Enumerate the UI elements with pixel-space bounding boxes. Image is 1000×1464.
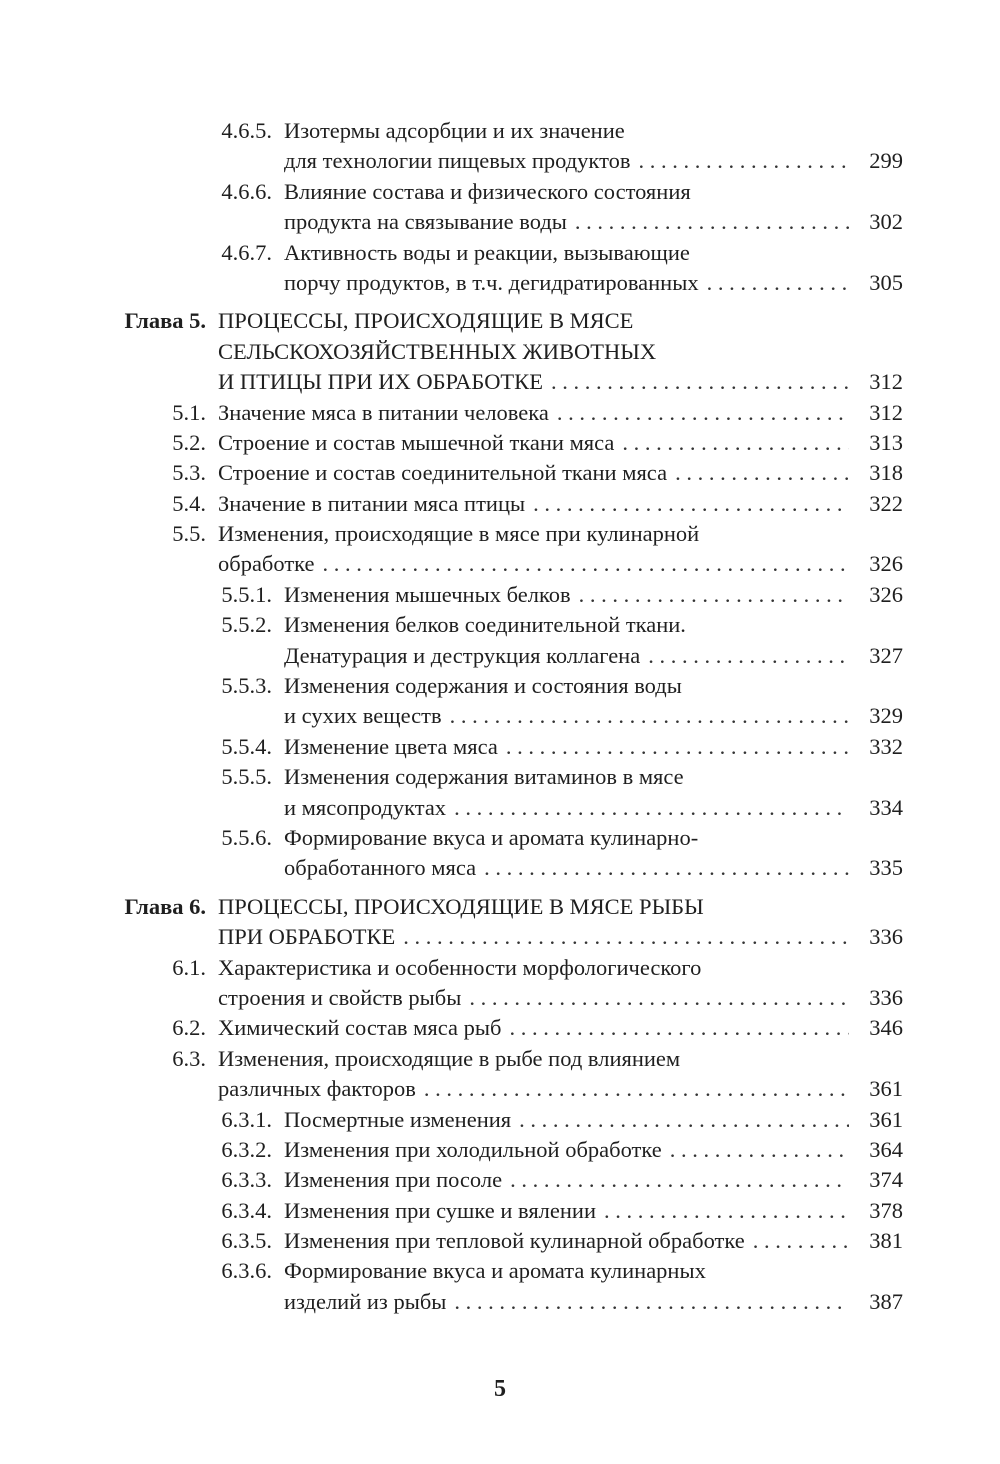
toc-entry-number: 5.5.4. bbox=[221, 733, 272, 759]
toc-subsection-entry[interactable] bbox=[0, 1105, 1000, 1135]
toc-leader-line bbox=[284, 1165, 903, 1195]
toc-line bbox=[0, 1105, 1000, 1135]
dot-leader bbox=[506, 732, 849, 762]
toc-line bbox=[0, 428, 1000, 458]
toc-page-number: 302 bbox=[869, 209, 903, 235]
toc-line bbox=[0, 953, 1000, 983]
toc-entry-number: 5.5.2. bbox=[221, 612, 272, 638]
toc-entry-title: Изменения при сушке и вялении bbox=[284, 1197, 597, 1223]
toc-entry-number: 6.3.4. bbox=[221, 1197, 272, 1223]
toc-line bbox=[0, 238, 1000, 268]
toc-subsection-entry[interactable] bbox=[0, 762, 1000, 823]
toc-entry-number: 6.3.3. bbox=[221, 1167, 272, 1193]
toc-page-number: 332 bbox=[869, 733, 903, 759]
dot-leader bbox=[424, 1074, 849, 1104]
toc-line bbox=[0, 337, 1000, 367]
toc-entry-title: Изменения белков соединительной ткани. bbox=[284, 612, 686, 638]
toc-leader-line bbox=[284, 1135, 903, 1165]
toc-entry-number: 5.2. bbox=[172, 429, 206, 455]
toc-entry-title: обработке bbox=[218, 551, 315, 577]
toc-entry-number: 5.3. bbox=[172, 460, 206, 486]
toc-entry-title: Химический состав мяса рыб bbox=[218, 1015, 502, 1041]
toc-entry-title: Характеристика и особенности морфологического bbox=[218, 954, 702, 980]
toc-section-entry[interactable] bbox=[0, 458, 1000, 488]
dot-leader bbox=[622, 428, 849, 458]
toc-page-number: 327 bbox=[869, 642, 903, 668]
toc-entry-number: Глава 6. bbox=[124, 893, 206, 919]
toc-entry-title: Изменения, происходящие в мясе при кулинарной bbox=[218, 521, 700, 547]
toc-entry-title: Строение и состав соединительной ткани мяса bbox=[218, 460, 668, 486]
toc-leader-line bbox=[284, 732, 903, 762]
toc-line bbox=[0, 1044, 1000, 1074]
toc-entry-title: Формирование вкуса и аромата кулинарных bbox=[284, 1258, 706, 1284]
toc-entry-title: Влияние состава и физического состояния bbox=[284, 178, 691, 204]
toc-leader-line bbox=[284, 793, 903, 823]
toc-leader-line bbox=[284, 641, 903, 671]
toc-page-number: 387 bbox=[869, 1288, 903, 1314]
toc-line bbox=[0, 732, 1000, 762]
toc-entry-number: Глава 5. bbox=[124, 308, 206, 334]
toc-line bbox=[0, 116, 1000, 146]
toc-section-entry[interactable] bbox=[0, 953, 1000, 1014]
toc-line bbox=[0, 207, 1000, 237]
dot-leader bbox=[604, 1196, 849, 1226]
toc-subsection-entry[interactable] bbox=[0, 238, 1000, 299]
toc-leader-line bbox=[218, 458, 903, 488]
toc-page-number: 322 bbox=[869, 490, 903, 516]
toc-leader-line bbox=[284, 701, 903, 731]
toc-subsection-entry[interactable] bbox=[0, 1226, 1000, 1256]
dot-leader bbox=[648, 641, 849, 671]
toc-entry-number: 4.6.5. bbox=[221, 118, 272, 143]
toc-line bbox=[0, 549, 1000, 579]
toc-entry-title: ПРОЦЕССЫ, ПРОИСХОДЯЩИЕ В МЯСЕ РЫБЫ bbox=[218, 893, 704, 919]
toc-entry-title: Изменения при посоле bbox=[284, 1167, 503, 1193]
toc-entry-title: Значение в питании мяса птицы bbox=[218, 490, 526, 516]
toc-section-entry[interactable] bbox=[0, 1044, 1000, 1105]
toc-entry-number: 6.3.6. bbox=[221, 1258, 272, 1284]
toc-line bbox=[0, 1287, 1000, 1317]
toc-subsection-entry[interactable] bbox=[0, 1256, 1000, 1317]
toc-leader-line bbox=[284, 853, 903, 883]
toc-page-number: 336 bbox=[869, 924, 903, 950]
toc-page-number: 335 bbox=[869, 855, 903, 881]
toc-line bbox=[0, 268, 1000, 298]
toc-line bbox=[0, 610, 1000, 640]
toc-page-number: 346 bbox=[869, 1015, 903, 1041]
toc-entry-number: 6.1. bbox=[172, 954, 206, 980]
toc-subsection-entry[interactable] bbox=[0, 610, 1000, 671]
dot-leader bbox=[579, 580, 849, 610]
toc-entry-title: Изменения содержания и состояния воды bbox=[284, 673, 682, 699]
toc-line bbox=[0, 306, 1000, 336]
toc-page-number: 326 bbox=[869, 551, 903, 577]
toc-entry-title: обработанного мяса bbox=[284, 855, 477, 881]
toc-subsection-entry[interactable] bbox=[0, 1196, 1000, 1226]
toc-line bbox=[0, 853, 1000, 883]
dot-leader bbox=[510, 1165, 849, 1195]
toc-leader-line bbox=[218, 1074, 903, 1104]
toc-leader-line bbox=[284, 1105, 903, 1135]
toc-entry-number: 4.6.6. bbox=[221, 178, 272, 204]
toc-chapter-entry[interactable] bbox=[0, 306, 1000, 397]
page-number: 5 bbox=[494, 1376, 506, 1402]
toc-entry-title: изделий из рыбы bbox=[284, 1288, 447, 1314]
toc-entry-title: Значение мяса в питании человека bbox=[218, 399, 549, 425]
dot-leader bbox=[509, 1013, 849, 1043]
toc-entry-title: порчу продуктов, в т.ч. дегидратированных bbox=[284, 269, 699, 295]
toc-leader-line bbox=[218, 489, 903, 519]
dot-leader bbox=[707, 268, 849, 298]
toc-entry-title: различных факторов bbox=[218, 1076, 416, 1102]
toc-line bbox=[0, 398, 1000, 428]
toc-section-entry[interactable] bbox=[0, 1013, 1000, 1043]
toc-entry-number: 6.3.1. bbox=[221, 1106, 272, 1132]
dot-leader bbox=[403, 922, 849, 952]
dot-leader bbox=[484, 853, 849, 883]
toc-section-entry[interactable] bbox=[0, 519, 1000, 580]
toc-line bbox=[0, 641, 1000, 671]
toc-entry-number: 5.1. bbox=[172, 399, 206, 425]
dot-leader bbox=[670, 1135, 849, 1165]
table-of-contents bbox=[0, 116, 1000, 1317]
toc-entry-title: Строение и состав мышечной ткани мяса bbox=[218, 429, 615, 455]
toc-leader-line bbox=[284, 146, 903, 176]
toc-line bbox=[0, 177, 1000, 207]
toc-entry-number: 5.4. bbox=[172, 490, 206, 516]
toc-leader-line bbox=[218, 398, 903, 428]
toc-leader-line bbox=[284, 207, 903, 237]
dot-leader bbox=[454, 793, 849, 823]
toc-entry-title: Денатурация и деструкция коллагена bbox=[284, 642, 641, 668]
toc-line bbox=[0, 983, 1000, 1013]
dot-leader bbox=[323, 549, 849, 579]
toc-entry-title: ПРОЦЕССЫ, ПРОИСХОДЯЩИЕ В МЯСЕ bbox=[218, 308, 634, 334]
toc-line bbox=[0, 922, 1000, 952]
chapter-gap bbox=[0, 298, 1000, 306]
toc-entry-title: СЕЛЬСКОХОЗЯЙСТВЕННЫХ ЖИВОТНЫХ bbox=[218, 338, 657, 364]
toc-entry-title: и мясопродуктах bbox=[284, 794, 447, 820]
toc-entry-title: Изменения при холодильной обработке bbox=[284, 1136, 662, 1162]
chapter-gap bbox=[0, 884, 1000, 892]
toc-page-number: 334 bbox=[869, 794, 903, 820]
toc-page-number: 361 bbox=[869, 1106, 903, 1132]
toc-entry-title: Активность воды и реакции, вызывающие bbox=[284, 239, 690, 265]
toc-section-entry[interactable] bbox=[0, 398, 1000, 428]
toc-page-number: 378 bbox=[869, 1197, 903, 1223]
toc-line bbox=[0, 1196, 1000, 1226]
toc-section-entry[interactable] bbox=[0, 489, 1000, 519]
toc-entry-title: Изменения при тепловой кулинарной обработке bbox=[284, 1228, 745, 1254]
toc-entry-number: 6.2. bbox=[172, 1015, 206, 1041]
toc-entry-number: 6.3. bbox=[172, 1045, 206, 1071]
toc-line bbox=[0, 458, 1000, 488]
toc-line bbox=[0, 671, 1000, 701]
toc-leader-line bbox=[218, 1013, 903, 1043]
toc-leader-line bbox=[284, 1226, 903, 1256]
toc-line bbox=[0, 1256, 1000, 1286]
toc-entry-title: Посмертные изменения bbox=[284, 1106, 512, 1132]
toc-entry-title: И ПТИЦЫ ПРИ ИХ ОБРАБОТКЕ bbox=[218, 369, 543, 395]
toc-line bbox=[0, 1165, 1000, 1195]
toc-line bbox=[0, 1135, 1000, 1165]
toc-line bbox=[0, 580, 1000, 610]
toc-entry-title: продукта на связывание воды bbox=[284, 209, 567, 235]
toc-leader-line bbox=[218, 367, 903, 397]
toc-leader-line bbox=[284, 580, 903, 610]
toc-entry-number: 5.5.1. bbox=[221, 581, 272, 607]
dot-leader bbox=[557, 398, 849, 428]
toc-line bbox=[0, 146, 1000, 176]
toc-page-number: 364 bbox=[869, 1136, 903, 1162]
toc-page-number: 381 bbox=[869, 1228, 903, 1254]
toc-leader-line bbox=[218, 983, 903, 1013]
toc-subsection-entry[interactable] bbox=[0, 1165, 1000, 1195]
toc-subsection-entry[interactable] bbox=[0, 823, 1000, 884]
dot-leader bbox=[454, 1287, 849, 1317]
toc-entry-number: 6.3.2. bbox=[221, 1136, 272, 1162]
toc-leader-line bbox=[284, 1196, 903, 1226]
toc-entry-title: Изменение цвета мяса bbox=[284, 733, 498, 759]
toc-page-number: 318 bbox=[869, 460, 903, 486]
toc-entry-number: 6.3.5. bbox=[221, 1228, 272, 1254]
toc-leader-line bbox=[284, 1287, 903, 1317]
toc-line bbox=[0, 823, 1000, 853]
toc-entry-number: 5.5.3. bbox=[221, 673, 272, 699]
toc-entry-title: строения и свойств рыбы bbox=[218, 984, 462, 1010]
toc-page-number: 361 bbox=[869, 1076, 903, 1102]
toc-entry-title: Изменения, происходящие в рыбе под влиянием bbox=[218, 1045, 681, 1071]
toc-page-number: 312 bbox=[869, 399, 903, 425]
toc-entry-title: Изменения мышечных белков bbox=[284, 581, 571, 607]
toc-line bbox=[0, 701, 1000, 731]
toc-line bbox=[0, 489, 1000, 519]
toc-line bbox=[0, 762, 1000, 792]
toc-line bbox=[0, 1013, 1000, 1043]
toc-entry-title: ПРИ ОБРАБОТКЕ bbox=[218, 924, 396, 950]
toc-leader-line bbox=[218, 428, 903, 458]
dot-leader bbox=[575, 207, 849, 237]
toc-subsection-entry[interactable] bbox=[0, 671, 1000, 732]
toc-page-number: 305 bbox=[869, 269, 903, 295]
toc-section-entry[interactable] bbox=[0, 428, 1000, 458]
toc-page-number: 299 bbox=[869, 148, 903, 174]
toc-page-number: 312 bbox=[869, 369, 903, 395]
toc-line bbox=[0, 367, 1000, 397]
toc-subsection-entry[interactable] bbox=[0, 177, 1000, 238]
toc-entry-number: 4.6.7. bbox=[221, 239, 272, 265]
toc-entry-number: 5.5. bbox=[172, 521, 206, 547]
toc-entry-title: Формирование вкуса и аромата кулинарно- bbox=[284, 824, 699, 850]
toc-line bbox=[0, 793, 1000, 823]
toc-subsection-entry[interactable] bbox=[0, 116, 1000, 177]
toc-line bbox=[0, 519, 1000, 549]
toc-leader-line bbox=[218, 922, 903, 952]
dot-leader bbox=[533, 489, 849, 519]
toc-page-number: 374 bbox=[869, 1167, 903, 1193]
dot-leader bbox=[450, 701, 849, 731]
dot-leader bbox=[675, 458, 849, 488]
toc-leader-line bbox=[284, 268, 903, 298]
toc-subsection-entry[interactable] bbox=[0, 1135, 1000, 1165]
toc-line bbox=[0, 892, 1000, 922]
toc-chapter-entry[interactable] bbox=[0, 892, 1000, 953]
dot-leader bbox=[469, 983, 849, 1013]
toc-page-number: 329 bbox=[869, 703, 903, 729]
toc-subsection-entry[interactable] bbox=[0, 580, 1000, 610]
toc-entry-title: Изменения содержания витаминов в мясе bbox=[284, 764, 684, 790]
dot-leader bbox=[551, 367, 849, 397]
toc-line bbox=[0, 1074, 1000, 1104]
toc-page-number: 326 bbox=[869, 581, 903, 607]
toc-entry-title: и сухих веществ bbox=[284, 703, 442, 729]
toc-entry-number: 5.5.5. bbox=[221, 764, 272, 790]
toc-subsection-entry[interactable] bbox=[0, 732, 1000, 762]
toc-leader-line bbox=[218, 549, 903, 579]
toc-entry-title: Изотермы адсорбции и их значение bbox=[284, 118, 625, 143]
toc-page-number: 336 bbox=[869, 984, 903, 1010]
toc-page-number: 313 bbox=[869, 429, 903, 455]
toc-line bbox=[0, 1226, 1000, 1256]
toc-entry-number: 5.5.6. bbox=[221, 824, 272, 850]
toc-entry-title: для технологии пищевых продуктов bbox=[284, 148, 631, 174]
dot-leader bbox=[638, 146, 849, 176]
dot-leader bbox=[519, 1105, 849, 1135]
dot-leader bbox=[753, 1226, 849, 1256]
